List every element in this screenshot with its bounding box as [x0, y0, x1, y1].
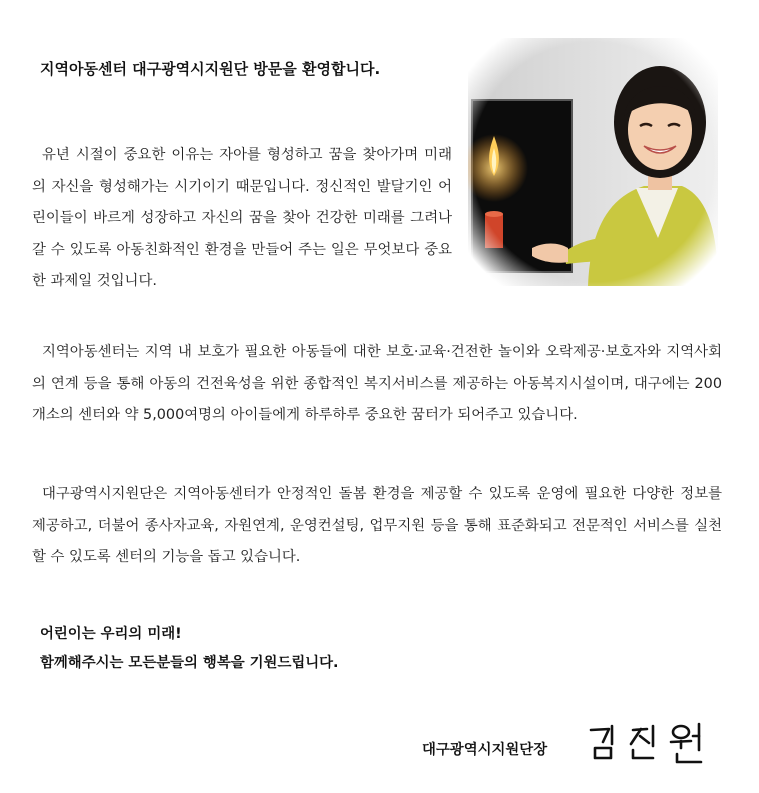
center-description-paragraph: 지역아동센터는 지역 내 보호가 필요한 아동들에 대한 보호·교육·건전한 놀이와 오락제공·보호자와 지역사회의 연계 등을 통해 아동의 건전육성을 위한 종합적인 복지서비스를 제공하는 아동복지시설이며, 대구에는 200개소의 센터와 약 5,000여명의 아이들에게 하루하루 중요한 꿈터가 되어주고 있습니다.: [32, 344, 722, 423]
closing-message: [40, 620, 339, 678]
closing-line-1: 어린이는 우리의 미래!: [40, 626, 182, 642]
signer-title: 대구광역시지원단장: [422, 742, 548, 758]
page-heading: 지역아동센터 대구광역시지원단 방문을 환영합니다.: [40, 60, 381, 78]
intro-paragraph: 유년 시절이 중요한 이유는 자아를 형성하고 꿈을 찾아가며 미래의 자신을 형성해가는 시기이기 때문입니다. 정신적인 발달기인 어린이들이 바르게 성장하고 자신의 꿈을 찾아 건강한 미래를 그려나갈 수 있도록 아동친화적인 환경을 만들어 주는 일은 무엇보다 중요한 과제일 것입니다.: [32, 147, 452, 289]
closing-line-2: 함께해주시는 모든분들의 행복을 기원드립니다.: [40, 655, 339, 671]
support-team-paragraph: 대구광역시지원단은 지역아동센터가 안정적인 돌봄 환경을 제공할 수 있도록 운영에 필요한 다양한 정보를 제공하고, 더불어 종사자교육, 자원연계, 운영컨설팅, 업무지원 등을 통해 표준화되고 전문적인 서비스를 실천할 수 있도록 센터의 기능을 돕고 있습니다.: [32, 486, 722, 565]
director-photo: [468, 38, 718, 286]
handwritten-signature: [585, 718, 715, 768]
